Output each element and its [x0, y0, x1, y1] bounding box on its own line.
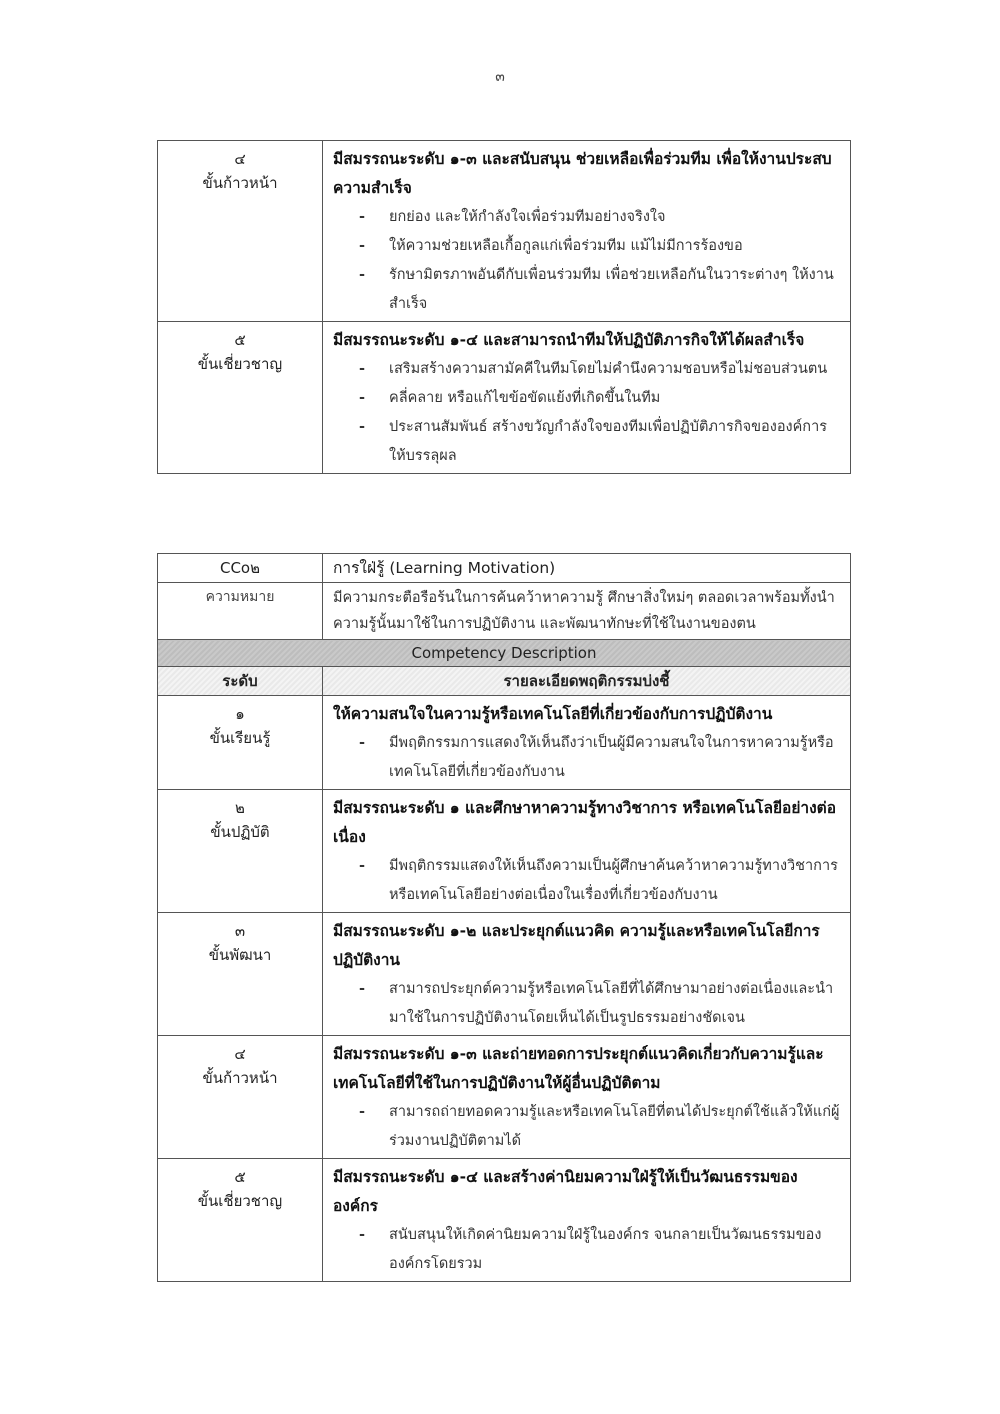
level-number: ๕: [234, 331, 246, 349]
level-heading: มีสมรรถนะระดับ ๑-๔ และสามารถนำทีมให้ปฏิบัติภารกิจให้ได้ผลสำเร็จ: [333, 331, 805, 349]
table-row: [158, 913, 851, 1036]
meaning-label: ความหมาย: [158, 583, 323, 640]
list-item: - สามารถถ่ายทอดความรู้และหรือเทคโนโลยีที่ตนได้ประยุกต์ใช้แล้วให้แก่ผู้ร่วมงานปฏิบัติตามได้: [357, 1098, 842, 1156]
level-heading: มีสมรรถนะระดับ ๑ และศึกษาหาความรู้ทางวิชาการ หรือเทคโนโลยีอย่างต่อเนื่อง: [333, 799, 837, 846]
column-header-detail: รายละเอียดพฤติกรรมบ่งชี้: [323, 667, 851, 696]
level-heading: มีสมรรถนะระดับ ๑-๓ และสนับสนุน ช่วยเหลือเพื่อร่วมทีม เพื่อให้งานประสบความสำเร็จ: [333, 150, 832, 197]
list-item: - มีพฤติกรรมการแสดงให้เห็นถึงว่าเป็นผู้มีความสนใจในการหาความรู้หรือเทคโนโลยีที่เกี่ยวข้องกับงาน: [357, 729, 842, 787]
level-number: ๓: [234, 922, 246, 940]
table-row: [158, 322, 851, 474]
list-item: - ให้ความช่วยเหลือเกื้อกูลแก่เพื่อร่วมทีม แม้ไม่มีการร้องขอ: [357, 232, 842, 261]
list-item: - สามารถประยุกต์ความรู้หรือเทคโนโลยีที่ได้ศึกษามาอย่างต่อเนื่องและนำมาใช้ในการปฏิบัติงานโดยเห็นได้เป็นรูปธรรมอย่างชัดเจน: [357, 975, 842, 1033]
level-cell: [158, 913, 323, 1036]
meaning-row: [158, 583, 851, 640]
level-name: ขั้นเรียนรู้: [209, 729, 271, 747]
column-header-level: ระดับ: [158, 667, 323, 696]
competency-table-learning-motivation: [157, 553, 851, 1282]
level-cell: [158, 696, 323, 790]
level-name: ขั้นปฏิบัติ: [210, 823, 270, 841]
bullet-list: [333, 1098, 842, 1156]
level-number: ๕: [234, 1168, 246, 1186]
level-number: ๔: [234, 1045, 246, 1063]
description-cell: [323, 141, 851, 322]
level-name: ขั้นเชี่ยวชาญ: [197, 355, 283, 373]
list-item: - รักษามิตรภาพอันดีกับเพื่อนร่วมทีม เพื่อช่วยเหลือกันในวาระต่างๆ ให้งานสำเร็จ: [357, 261, 842, 319]
description-cell: [323, 913, 851, 1036]
competency-table-continued: [157, 140, 851, 474]
list-item: - ประสานสัมพันธ์ สร้างขวัญกำลังใจของทีมเพื่อปฏิบัติภารกิจขององค์การให้บรรลุผล: [357, 413, 842, 471]
bullet-list: [333, 852, 842, 910]
table-row: [158, 790, 851, 913]
level-heading: มีสมรรถนะระดับ ๑-๔ และสร้างค่านิยมความใฝ่รู้ให้เป็นวัฒนธรรมขององค์กร: [333, 1168, 798, 1215]
bullet-list: [333, 1221, 842, 1279]
page-number: ๓: [495, 69, 505, 85]
competency-code: CCo๒: [158, 554, 323, 583]
level-cell: [158, 141, 323, 322]
description-cell: [323, 790, 851, 913]
competency-description-band: Competency Description: [158, 640, 851, 667]
column-header-row: [158, 667, 851, 696]
level-heading: มีสมรรถนะระดับ ๑-๓ และถ่ายทอดการประยุกต์แนวคิดเกี่ยวกับความรู้และเทคโนโลยีที่ใช้ในการปฏิบัติงานให้ผู้อื่นปฏิบัติตาม: [333, 1045, 824, 1092]
list-item: - คลี่คลาย หรือแก้ไขข้อขัดแย้งที่เกิดขึ้นในทีม: [357, 384, 842, 413]
level-name: ขั้นเชี่ยวชาญ: [197, 1192, 283, 1210]
level-name: ขั้นพัฒนา: [208, 946, 272, 964]
meaning-text: มีความกระตือรือร้นในการค้นคว้าหาความรู้ ศึกษาสิ่งใหม่ๆ ตลอดเวลาพร้อมทั้งนำความรู้นั้นมาใช้ในการปฏิบัติงาน และพัฒนาทักษะที่ใช้ในงานของตน: [323, 583, 851, 640]
level-number: ๔: [234, 150, 246, 168]
competency-title: การใฝ่รู้ (Learning Motivation): [323, 554, 851, 583]
description-band-row: [158, 640, 851, 667]
description-cell: [323, 696, 851, 790]
level-name: ขั้นก้าวหน้า: [202, 1069, 278, 1087]
table-row: [158, 1159, 851, 1282]
level-heading: มีสมรรถนะระดับ ๑-๒ และประยุกต์แนวคิด ความรู้และหรือเทคโนโลยีการปฏิบัติงาน: [333, 922, 820, 969]
bullet-list: [333, 729, 842, 787]
table-row: [158, 1036, 851, 1159]
level-cell: [158, 1159, 323, 1282]
level-name: ขั้นก้าวหน้า: [202, 174, 278, 192]
level-cell: [158, 322, 323, 474]
table-row: [158, 696, 851, 790]
level-heading: ให้ความสนใจในความรู้หรือเทคโนโลยีที่เกี่ยวข้องกับการปฏิบัติงาน: [333, 705, 773, 723]
level-number: ๑: [235, 705, 245, 723]
list-item: - สนับสนุนให้เกิดค่านิยมความใฝ่รู้ในองค์กร จนกลายเป็นวัฒนธรรมขององค์กรโดยรวม: [357, 1221, 842, 1279]
level-number: ๒: [235, 799, 245, 817]
description-cell: [323, 1159, 851, 1282]
list-item: - ยกย่อง และให้กำลังใจเพื่อร่วมทีมอย่างจริงใจ: [357, 203, 842, 232]
description-cell: [323, 1036, 851, 1159]
description-cell: [323, 322, 851, 474]
list-item: - เสริมสร้างความสามัคคีในทีมโดยไม่คำนึงความชอบหรือไม่ชอบส่วนตน: [357, 355, 842, 384]
bullet-list: [333, 355, 842, 471]
bullet-list: [333, 203, 842, 319]
table-row: [158, 141, 851, 322]
bullet-list: [333, 975, 842, 1033]
level-cell: [158, 790, 323, 913]
competency-title-row: [158, 554, 851, 583]
list-item: - มีพฤติกรรมแสดงให้เห็นถึงความเป็นผู้ศึกษาค้นคว้าหาความรู้ทางวิชาการหรือเทคโนโลยีอย่างต่อเนื่องในเรื่องที่เกี่ยวข้องกับงาน: [357, 852, 842, 910]
level-cell: [158, 1036, 323, 1159]
